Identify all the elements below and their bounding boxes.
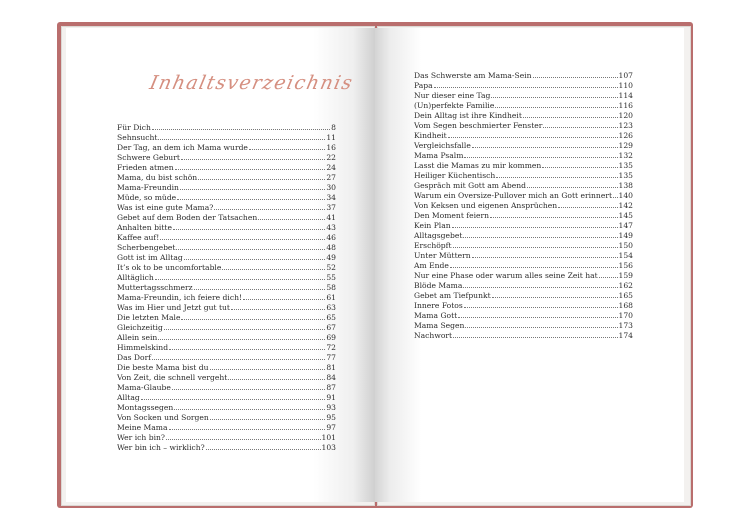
- toc-entry-title: Mama-Freundin: [117, 183, 179, 192]
- toc-entry-title: Papa: [414, 81, 433, 90]
- toc-entry: [414, 201, 633, 211]
- toc-entry-page: 11: [326, 133, 336, 142]
- toc-entry: [117, 333, 336, 343]
- toc-entry-title: Dein Alltag ist ihre Kindheit: [414, 111, 522, 120]
- toc-entry: [414, 231, 633, 241]
- toc-dot-leader: [169, 429, 326, 430]
- toc-entry: [117, 213, 336, 223]
- toc-entry: [414, 321, 633, 331]
- toc-entry-page: 72: [326, 343, 336, 352]
- toc-entry-title: Warum ein Oversize-Pullover mich an Gott erinnert: [414, 191, 613, 200]
- toc-dot-leader: [177, 199, 325, 200]
- toc-entry-title: Was ist eine gute Mama?: [117, 203, 214, 212]
- toc-entry-page: 49: [326, 253, 336, 262]
- toc-entry: [117, 433, 336, 443]
- toc-entry-title: Vergleichsfalle: [414, 141, 471, 150]
- toc-entry-page: 165: [618, 291, 633, 300]
- toc-entry: [117, 283, 336, 293]
- toc-entry-title: Den Moment feiern: [414, 211, 490, 220]
- toc-dot-leader: [258, 219, 325, 220]
- toc-dot-leader: [492, 297, 618, 298]
- toc-entry-page: 87: [326, 383, 336, 392]
- toc-entry-page: 65: [326, 313, 336, 322]
- toc-entry-page: 173: [618, 321, 633, 330]
- toc-dot-leader: [465, 327, 617, 328]
- toc-entry: [117, 363, 336, 373]
- toc-entry-page: 27: [326, 173, 336, 182]
- toc-entry-title: Der Tag, an dem ich Mama wurde: [117, 143, 248, 152]
- toc-dot-leader: [472, 147, 618, 148]
- toc-dot-leader: [175, 169, 326, 170]
- toc-dot-leader: [599, 277, 618, 278]
- toc-entry: [414, 101, 633, 111]
- toc-entry-title: Von Zeit, die schnell vergeht: [117, 373, 228, 382]
- toc-dot-leader: [210, 419, 326, 420]
- toc-entry-page: 114: [618, 91, 633, 100]
- toc-entry-page: 67: [326, 323, 336, 332]
- toc-dot-leader: [166, 439, 321, 440]
- toc-dot-leader: [152, 129, 330, 130]
- toc-entry: [414, 171, 633, 181]
- toc-entry-page: 154: [618, 251, 633, 260]
- toc-entry-title: Für Dich: [117, 123, 151, 132]
- toc-entry: [117, 243, 336, 253]
- toc-dot-leader: [543, 127, 617, 128]
- toc-entry: [117, 393, 336, 403]
- toc-entry-title: Anhalten bitte: [117, 223, 172, 232]
- toc-entry-title: Das Dorf: [117, 353, 152, 362]
- toc-entry: [414, 271, 633, 281]
- toc-entry-title: Schwere Geburt: [117, 153, 180, 162]
- toc-entry-page: 30: [326, 183, 336, 192]
- toc-dot-leader: [152, 359, 325, 360]
- toc-entry: [414, 141, 633, 151]
- toc-entry-page: 61: [326, 293, 336, 302]
- toc-entry-title: Gott ist im Alltag: [117, 253, 183, 262]
- toc-dot-leader: [160, 239, 325, 240]
- toc-dot-leader: [194, 289, 326, 290]
- toc-dot-leader: [210, 369, 326, 370]
- toc-dot-leader: [172, 389, 325, 390]
- toc-entry-page: 135: [618, 161, 633, 170]
- toc-dot-leader: [155, 279, 326, 280]
- toc-entry-title: Alltag: [117, 393, 140, 402]
- toc-dot-leader: [491, 97, 617, 98]
- toc-dot-leader: [198, 179, 325, 180]
- toc-entry: [414, 291, 633, 301]
- toc-dot-leader: [453, 247, 618, 248]
- toc-dot-leader: [464, 157, 617, 158]
- toc-dot-leader: [523, 117, 618, 118]
- toc-entry-title: Gespräch mit Gott am Abend: [414, 181, 527, 190]
- toc-entry-title: Mama-Freundin, ich feiere dich!: [117, 293, 243, 302]
- toc-entry-page: 107: [618, 71, 633, 80]
- toc-dot-leader: [174, 409, 325, 410]
- toc-entry-title: Mama Segen: [414, 321, 465, 330]
- toc-entry-title: Allein sein: [117, 333, 158, 342]
- toc-entry: [117, 293, 336, 303]
- toc-dot-leader: [206, 449, 321, 450]
- toc-dot-leader: [542, 167, 617, 168]
- toc-dot-leader: [464, 307, 618, 308]
- toc-entry-page: 97: [326, 423, 336, 432]
- toc-entry-page: 120: [618, 111, 633, 120]
- toc-entry-page: 84: [326, 373, 336, 382]
- toc-entry-page: 34: [326, 193, 336, 202]
- toc-entry-title: Die beste Mama bist du: [117, 363, 209, 372]
- toc-entry-page: 147: [618, 221, 633, 230]
- toc-entry-title: It’s ok to be uncomfortable: [117, 263, 222, 272]
- toc-entry: [117, 443, 336, 453]
- toc-dot-leader: [533, 77, 618, 78]
- toc-entry-page: 156: [618, 261, 633, 270]
- toc-entry: [117, 143, 336, 153]
- toc-entry-page: 135: [618, 171, 633, 180]
- toc-entry: [117, 303, 336, 313]
- toc-dot-leader: [243, 299, 325, 300]
- toc-entry-title: Alltäglich: [117, 273, 154, 282]
- toc-entry-page: 55: [326, 273, 336, 282]
- toc-entry: [414, 161, 633, 171]
- toc-dot-leader: [463, 287, 617, 288]
- toc-entry: [117, 253, 336, 263]
- toc-entry: [414, 81, 633, 91]
- toc-entry-title: Mama-Glaube: [117, 383, 171, 392]
- toc-entry-page: 142: [618, 201, 633, 210]
- toc-entry-page: 8: [331, 123, 336, 132]
- toc-entry-title: Erschöpft: [414, 241, 452, 250]
- toc-entry-page: 37: [326, 203, 336, 212]
- toc-entry: [117, 413, 336, 423]
- toc-entry-title: Lasst die Mamas zu mir kommen: [414, 161, 542, 170]
- toc-entry: [117, 353, 336, 363]
- toc-entry-page: 138: [618, 181, 633, 190]
- toc-entry-page: 149: [618, 231, 633, 240]
- toc-entry-page: 145: [618, 211, 633, 220]
- toc-entry-page: 43: [326, 223, 336, 232]
- toc-dot-leader: [452, 227, 618, 228]
- toc-dot-leader: [214, 209, 325, 210]
- toc-entry-page: 129: [618, 141, 633, 150]
- toc-entry: [414, 311, 633, 321]
- toc-dot-leader: [463, 237, 617, 238]
- toc-dot-leader: [472, 257, 618, 258]
- toc-entry-page: 110: [618, 81, 633, 90]
- toc-dot-leader: [448, 137, 618, 138]
- toc-entry-title: Blöde Mama: [414, 281, 463, 290]
- toc-entry: [414, 211, 633, 221]
- toc-entry-title: Innere Fotos: [414, 301, 463, 310]
- toc-entry-title: Von Keksen und eigenen Ansprüchen: [414, 201, 558, 210]
- toc-entry-page: 46: [326, 233, 336, 242]
- toc-entry-page: 58: [326, 283, 336, 292]
- toc-entry-title: Mama Psalm: [414, 151, 464, 160]
- toc-dot-leader: [558, 207, 617, 208]
- toc-entry: [414, 301, 633, 311]
- toc-entry-page: 123: [618, 121, 633, 130]
- toc-entry: [414, 241, 633, 251]
- toc-dot-leader: [173, 229, 325, 230]
- toc-dot-leader: [158, 339, 325, 340]
- toc-entry: [117, 323, 336, 333]
- toc-entry-title: Gleichzeitig: [117, 323, 163, 332]
- toc-entry-page: 170: [618, 311, 633, 320]
- toc-entry: [117, 383, 336, 393]
- toc-dot-leader: [158, 139, 325, 140]
- toc-entry-title: Montagssegen: [117, 403, 174, 412]
- toc-entry-page: 103: [321, 443, 336, 452]
- toc-entry-title: Gebet am Tiefpunkt: [414, 291, 491, 300]
- toc-dot-leader: [450, 267, 618, 268]
- toc-dot-leader: [181, 159, 325, 160]
- toc-entry-title: Das Schwerste am Mama-Sein: [414, 71, 532, 80]
- toc-dot-leader: [222, 269, 325, 270]
- toc-entry-title: Mama Gott: [414, 311, 458, 320]
- toc-entry-page: 95: [326, 413, 336, 422]
- toc-entry-title: Sehnsucht: [117, 133, 158, 142]
- toc-entry: [117, 153, 336, 163]
- toc-dot-leader: [176, 249, 325, 250]
- toc-entry-title: Meine Mama: [117, 423, 168, 432]
- toc-entry-page: 162: [618, 281, 633, 290]
- toc-list-right: [414, 71, 633, 341]
- toc-entry: [117, 163, 336, 173]
- toc-entry-page: 132: [618, 151, 633, 160]
- toc-entry-title: Alltagsgebet: [414, 231, 463, 240]
- toc-entry: [414, 91, 633, 101]
- toc-entry-page: 52: [326, 263, 336, 272]
- toc-entry-page: 91: [326, 393, 336, 402]
- toc-entry: [117, 273, 336, 283]
- toc-dot-leader: [490, 217, 617, 218]
- toc-entry-title: Wer ich bin?: [117, 433, 165, 442]
- toc-entry-title: Nur dieser eine Tag: [414, 91, 491, 100]
- toc-entry-title: Was im Hier und Jetzt gut tut: [117, 303, 230, 312]
- toc-dot-leader: [141, 399, 326, 400]
- toc-entry: [117, 313, 336, 323]
- toc-entry: [117, 223, 336, 233]
- toc-entry: [117, 263, 336, 273]
- toc-dot-leader: [180, 189, 325, 190]
- toc-entry: [117, 123, 336, 133]
- toc-dot-leader: [495, 107, 617, 108]
- toc-list-left: [117, 123, 336, 453]
- toc-entry: [414, 251, 633, 261]
- toc-entry-title: Nur eine Phase oder warum alles seine Zeit hat: [414, 271, 598, 280]
- toc-dot-leader: [458, 317, 617, 318]
- toc-entry-title: Wer bin ich – wirklich?: [117, 443, 205, 452]
- toc-entry-page: 116: [618, 101, 633, 110]
- toc-entry-page: 168: [618, 301, 633, 310]
- toc-dot-leader: [228, 379, 325, 380]
- toc-entry-title: Nachwort: [414, 331, 453, 340]
- toc-entry-page: 140: [618, 191, 633, 200]
- toc-entry-title: Heiliger Küchentisch: [414, 171, 496, 180]
- toc-entry-title: Scherbengebet: [117, 243, 176, 252]
- toc-entry-title: Von Socken und Sorgen: [117, 413, 209, 422]
- toc-entry: [414, 331, 633, 341]
- toc-entry: [414, 261, 633, 271]
- toc-entry-title: Am Ende: [414, 261, 449, 270]
- toc-heading: Inhaltsverzeichnis: [147, 72, 356, 94]
- toc-entry: [117, 203, 336, 213]
- toc-entry-page: 174: [618, 331, 633, 340]
- toc-entry: [414, 221, 633, 231]
- toc-entry-page: 150: [618, 241, 633, 250]
- toc-entry-page: 63: [326, 303, 336, 312]
- toc-entry: [414, 121, 633, 131]
- toc-entry-page: 159: [618, 271, 633, 280]
- toc-entry: [117, 173, 336, 183]
- toc-entry: [414, 71, 633, 81]
- toc-entry-page: 126: [618, 131, 633, 140]
- toc-entry: [117, 373, 336, 383]
- toc-entry: [117, 133, 336, 143]
- toc-dot-leader: [169, 349, 325, 350]
- toc-dot-leader: [434, 87, 618, 88]
- toc-entry: [414, 181, 633, 191]
- toc-dot-leader: [453, 337, 617, 338]
- toc-entry-page: 48: [326, 243, 336, 252]
- toc-entry-page: 24: [326, 163, 336, 172]
- toc-entry: [117, 193, 336, 203]
- toc-entry: [117, 233, 336, 243]
- toc-entry-title: Kaffee auf!: [117, 233, 160, 242]
- toc-entry: [414, 111, 633, 121]
- toc-entry-page: 81: [326, 363, 336, 372]
- toc-entry-title: Gebet auf dem Boden der Tatsachen: [117, 213, 258, 222]
- toc-entry-title: Mama, du bist schön: [117, 173, 198, 182]
- toc-dot-leader: [164, 329, 326, 330]
- toc-entry: [414, 131, 633, 141]
- toc-entry: [117, 403, 336, 413]
- toc-dot-leader: [249, 149, 325, 150]
- toc-dot-leader: [231, 309, 325, 310]
- toc-entry-title: Frieden atmen: [117, 163, 174, 172]
- toc-entry-title: Kein Plan: [414, 221, 451, 230]
- toc-entry-title: Vom Segen beschmierter Fenster: [414, 121, 543, 130]
- toc-entry-page: 77: [326, 353, 336, 362]
- toc-dot-leader: [613, 197, 617, 198]
- toc-entry-page: 41: [326, 213, 336, 222]
- toc-entry: [414, 191, 633, 201]
- toc-entry-page: 22: [326, 153, 336, 162]
- toc-entry: [117, 423, 336, 433]
- toc-entry-title: Die letzten Male: [117, 313, 181, 322]
- toc-entry-page: 69: [326, 333, 336, 342]
- toc-entry-title: Himmelskind: [117, 343, 169, 352]
- toc-entry-title: Müde, so müde: [117, 193, 177, 202]
- toc-dot-leader: [184, 259, 326, 260]
- toc-entry-title: Kindheit: [414, 131, 447, 140]
- toc-entry-page: 16: [326, 143, 336, 152]
- toc-dot-leader: [527, 187, 617, 188]
- toc-entry-title: (Un)perfekte Familie: [414, 101, 495, 110]
- toc-dot-leader: [496, 177, 617, 178]
- toc-dot-leader: [181, 319, 325, 320]
- toc-entry: [414, 151, 633, 161]
- toc-entry-page: 101: [321, 433, 336, 442]
- toc-entry: [117, 343, 336, 353]
- toc-entry: [117, 183, 336, 193]
- toc-entry: [414, 281, 633, 291]
- toc-entry-title: Unter Müttern: [414, 251, 471, 260]
- toc-entry-page: 93: [326, 403, 336, 412]
- toc-entry-title: Muttertagsschmerz: [117, 283, 193, 292]
